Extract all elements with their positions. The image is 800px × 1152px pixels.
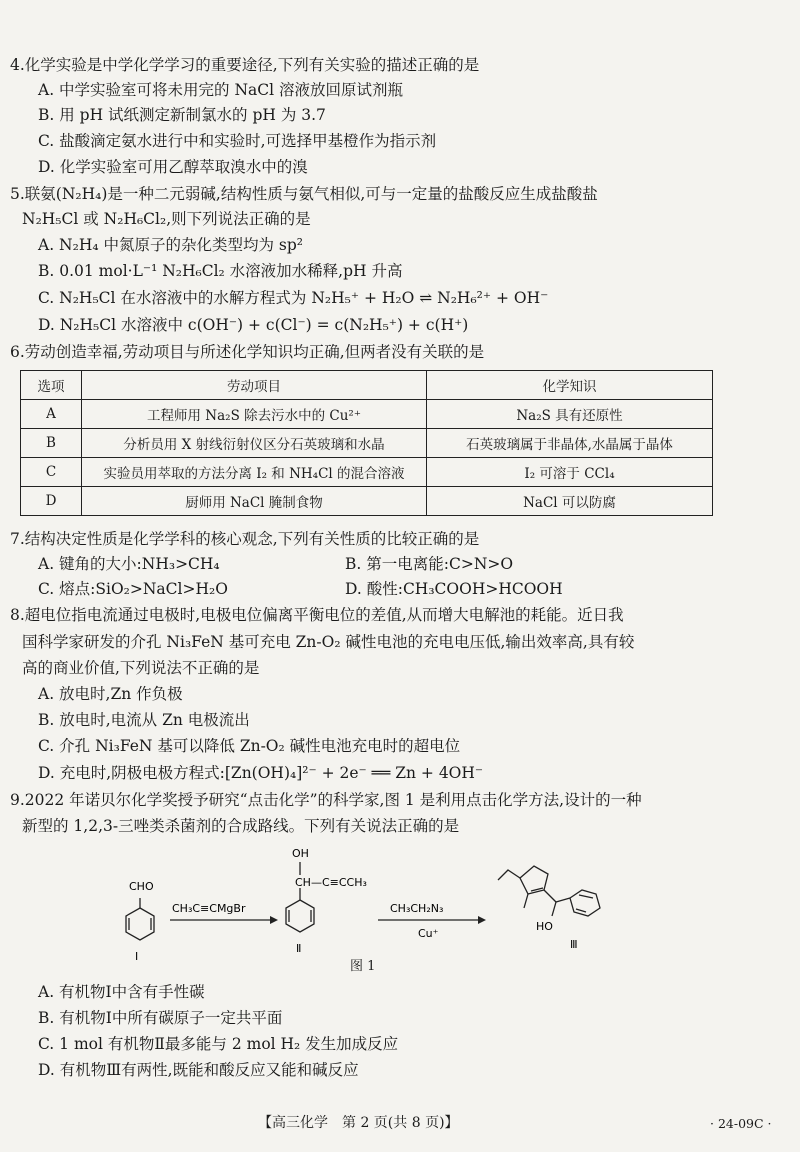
q5-option-a: A. N₂H₄ 中氮原子的杂化类型均为 sp² — [38, 236, 303, 254]
q7-stem: 7.结构决定性质是化学学科的核心观念,下列有关性质的比较正确的是 — [10, 530, 480, 548]
q8-option-a: A. 放电时,Zn 作负极 — [38, 685, 183, 703]
compound-1-cho-label: CHO — [129, 880, 154, 893]
table-cell: D — [21, 487, 82, 516]
compound-2-oh-label: OH — [292, 847, 309, 860]
q9-stem-cont: 新型的 1,2,3-三唑类杀菌剂的合成路线。下列有关说法正确的是 — [22, 817, 460, 835]
q9-option-d: D. 有机物Ⅲ有两性,既能和酸反应又能和碱反应 — [38, 1061, 359, 1079]
compound-3-ho-label: HO — [536, 920, 553, 933]
figure-caption: 图 1 — [350, 959, 376, 974]
q9-stem: 9.2022 年诺贝尔化学奖授予研究“点击化学”的科学家,图 1 是利用点击化学方法,设计的一种 — [10, 791, 642, 809]
table-row — [21, 487, 713, 516]
compound-3-label: Ⅲ — [570, 938, 578, 951]
table-cell: 分析员用 X 射线衍射仪区分石英玻璃和水晶 — [82, 429, 427, 458]
reaction-arrow-1-head — [270, 916, 278, 924]
q4-option-b: B. 用 pH 试纸测定新制氯水的 pH 为 3.7 — [38, 106, 326, 124]
table-cell: B — [21, 429, 82, 458]
reagent-1: CH₃C≡CMgBr — [172, 902, 246, 915]
q4-option-c: C. 盐酸滴定氨水进行中和实验时,可选择甲基橙作为指示剂 — [38, 132, 437, 150]
compound-3-structure — [498, 866, 600, 916]
q7-option-c: C. 熔点:SiO₂>NaCl>H₂O — [38, 580, 228, 598]
q9-option-a: A. 有机物Ⅰ中含有手性碳 — [38, 983, 205, 1001]
table-row — [21, 429, 713, 458]
table-cell: 实验员用萃取的方法分离 I₂ 和 NH₄Cl 的混合溶液 — [82, 458, 427, 487]
q7-option-a: A. 键角的大小:NH₃>CH₄ — [38, 555, 220, 573]
table-cell: NaCl 可以防腐 — [427, 487, 713, 516]
synthesis-route-figure — [100, 840, 620, 970]
q5-option-c: C. N₂H₅Cl 在水溶液中的水解方程式为 N₂H₅⁺ + H₂O ⇌ N₂H₆²⁺ + OH⁻ — [38, 289, 549, 307]
q7-option-d: D. 酸性:CH₃COOH>HCOOH — [345, 580, 563, 598]
catalyst: Cu⁺ — [418, 927, 439, 940]
table-header: 选项 — [21, 371, 82, 400]
reaction-arrow-2-head — [478, 916, 486, 924]
q4-option-a: A. 中学实验室可将未用完的 NaCl 溶液放回原试剂瓶 — [38, 81, 404, 99]
table-cell: 石英玻璃属于非晶体,水晶属于晶体 — [427, 429, 713, 458]
table-cell: A — [21, 400, 82, 429]
q7-option-b: B. 第一电离能:C>N>O — [345, 555, 514, 573]
q5-stem-cont: N₂H₅Cl 或 N₂H₆Cl₂,则下列说法正确的是 — [22, 210, 311, 228]
q5-stem: 5.联氨(N₂H₄)是一种二元弱碱,结构性质与氨气相似,可与一定量的盐酸反应生成盐酸盐 — [10, 185, 598, 203]
table-row — [21, 400, 713, 429]
table-cell: I₂ 可溶于 CCl₄ — [427, 458, 713, 487]
table-cell: Na₂S 具有还原性 — [427, 400, 713, 429]
table-cell: 厨师用 NaCl 腌制食物 — [82, 487, 427, 516]
q9-option-b: B. 有机物Ⅰ中所有碳原子一定共平面 — [38, 1009, 283, 1027]
q8-option-c: C. 介孔 Ni₃FeN 基可以降低 Zn-O₂ 碱性电池充电时的超电位 — [38, 737, 461, 755]
q8-stem-cont1: 国科学家研发的介孔 Ni₃FeN 基可充电 Zn-O₂ 碱性电池的充电电压低,输出效率高,具有较 — [22, 633, 635, 651]
q8-option-b: B. 放电时,电流从 Zn 电极流出 — [38, 711, 250, 729]
compound-2-label: Ⅱ — [296, 942, 302, 955]
q6-table — [20, 370, 713, 516]
compound-1-structure — [126, 898, 154, 940]
q9-option-c: C. 1 mol 有机物Ⅱ最多能与 2 mol H₂ 发生加成反应 — [38, 1035, 399, 1053]
q8-stem: 8.超电位指电流通过电极时,电极电位偏离平衡电位的差值,从而增大电解池的耗能。近日我 — [10, 606, 624, 624]
table-row — [21, 458, 713, 487]
table-cell: 工程师用 Na₂S 除去污水中的 Cu²⁺ — [82, 400, 427, 429]
table-cell: C — [21, 458, 82, 487]
q4-stem: 4.化学实验是中学化学学习的重要途径,下列有关实验的描述正确的是 — [10, 56, 480, 74]
reagent-2: CH₃CH₂N₃ — [390, 902, 444, 915]
q5-option-b: B. 0.01 mol·L⁻¹ N₂H₆Cl₂ 水溶液加水稀释,pH 升高 — [38, 262, 403, 280]
compound-2-chain: CH—C≡CCH₃ — [295, 876, 367, 889]
q8-stem-cont2: 高的商业价值,下列说法不正确的是 — [22, 659, 260, 677]
table-header-row — [21, 371, 713, 400]
compound-1-label: Ⅰ — [135, 950, 139, 963]
table-header: 劳动项目 — [82, 371, 427, 400]
table-header: 化学知识 — [427, 371, 713, 400]
q5-option-d: D. N₂H₅Cl 水溶液中 c(OH⁻) + c(Cl⁻) = c(N₂H₅⁺) + c(H⁺) — [38, 316, 469, 334]
q6-stem: 6.劳动创造幸福,劳动项目与所述化学知识均正确,但两者没有关联的是 — [10, 343, 485, 361]
q4-option-d: D. 化学实验室可用乙醇萃取溴水中的溴 — [38, 158, 308, 176]
compound-2-structure — [286, 862, 314, 932]
q8-option-d: D. 充电时,阴极电极方程式:[Zn(OH)₄]²⁻ + 2e⁻ ══ Zn + 4OH⁻ — [38, 764, 484, 782]
page-footer: 【高三化学 第 2 页(共 8 页)】 — [258, 1115, 459, 1131]
paper-code: · 24-09C · — [710, 1116, 772, 1131]
